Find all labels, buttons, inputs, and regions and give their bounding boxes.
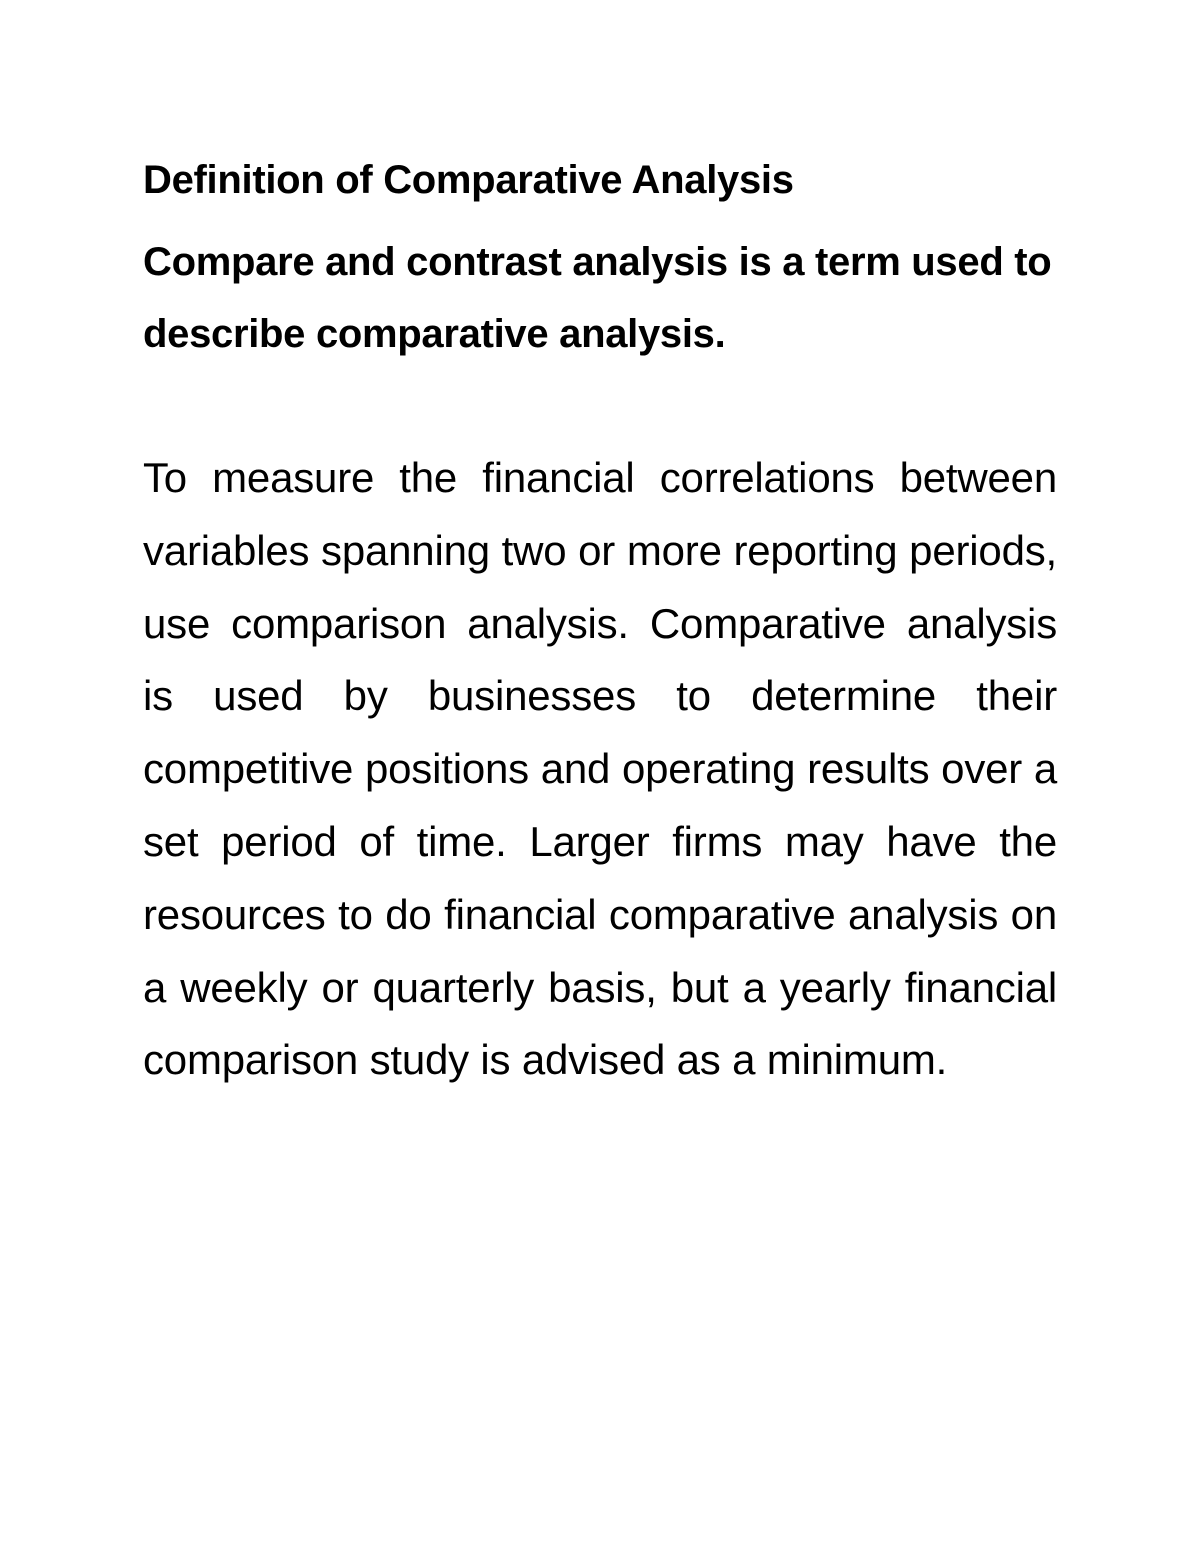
document-content — [143, 152, 1057, 1097]
body-paragraph: To measure the financial correlations between variables spanning two or more reporting periods, use comparison analysis. Comparative analysis is used by businesses to determine their competitive positions and operating results over a set period of time. Larger firms may have the resources to do financial comparative analysis on a weekly or quarterly basis, but a yearly financial comparison study is advised as a minimum. — [143, 454, 1057, 1084]
document-subtitle: Compare and contrast analysis is a term used to describe comparative analysis. — [143, 240, 1052, 356]
document-title: Definition of Comparative Analysis — [143, 158, 794, 202]
